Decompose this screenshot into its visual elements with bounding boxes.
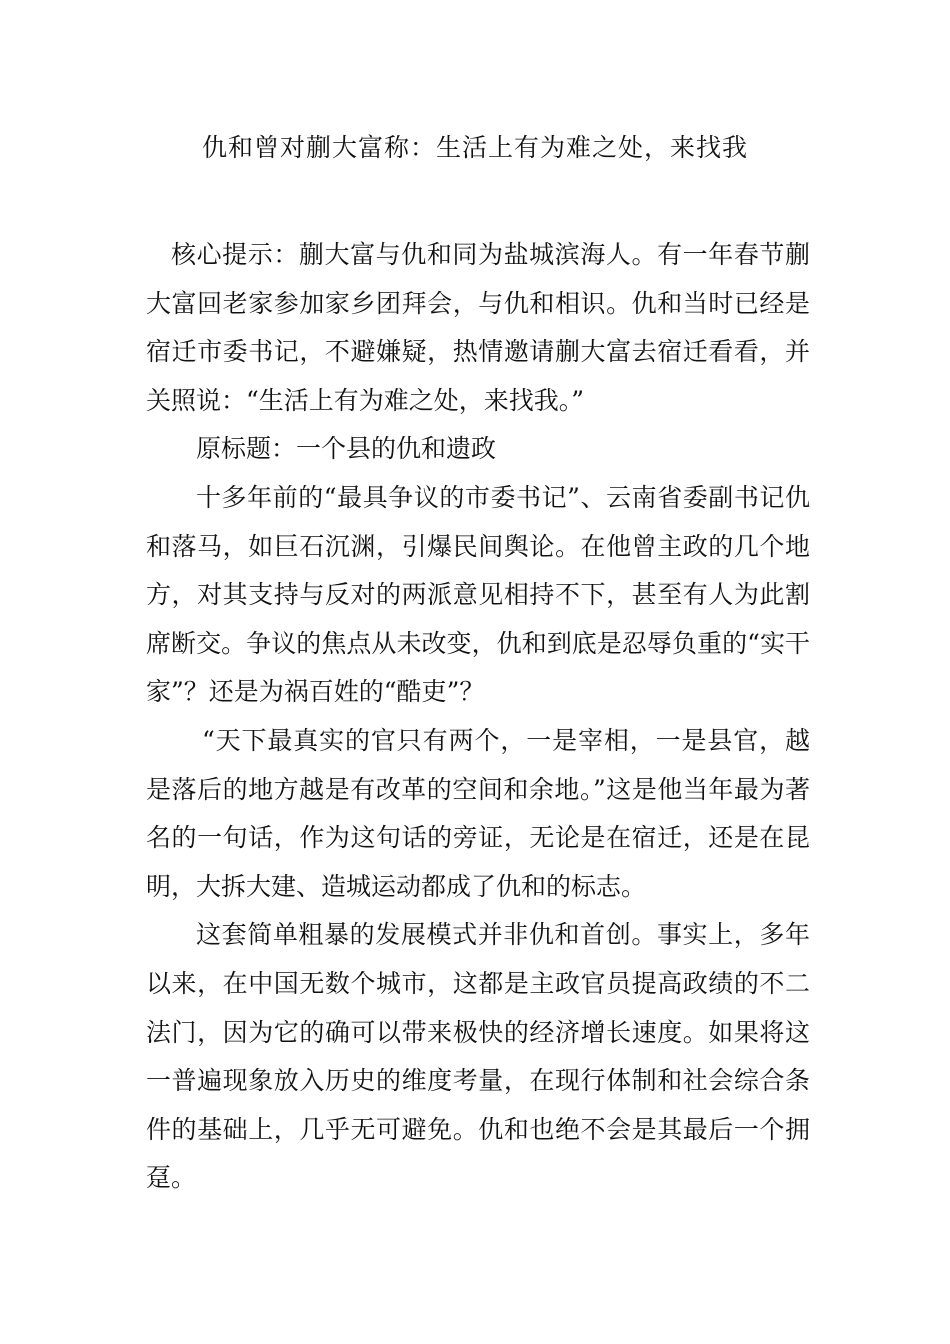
body-paragraph-1: 十多年前的“最具争议的市委书记”、云南省委副书记仇和落马，如巨石沉渊，引爆民间舆论。在他曾主政的几个地方，对其支持与反对的两派意见相持不下，甚至有人为此割席断交。争议的焦点从未改变，仇和到底是忍辱负重的“实干家”？还是为祸百姓的“酷吏”？ (146, 482, 810, 707)
summary-paragraph: 核心提示：蒯大富与仇和同为盐城滨海人。有一年春节蒯大富回老家参加家乡团拜会，与仇和相识。仇和当时已经是宿迁市委书记，不避嫌疑，热情邀请蒯大富去宿迁看看，并关照说：“生活上有为难之处，来找我。” (146, 240, 810, 415)
article-title: 仇和曾对蒯大富称：生活上有为难之处，来找我 (201, 133, 748, 162)
body-paragraph-2: “天下最真实的官只有两个，一是宰相，一是县官，越是落后的地方越是有改革的空间和余地。”这是他当年最为著名的一句话，作为这句话的旁证，无论是在宿迁，还是在昆明，大拆大建、造城运动都成了仇和的标志。 (146, 725, 810, 901)
body-paragraph-3: 这套简单粗暴的发展模式并非仇和首创。事实上，多年以来，在中国无数个城市，这都是主政官员提高政绩的不二法门，因为它的确可以带来极快的经济增长速度。如果将这一普遍现象放入历史的维度考量，在现行体制和社会综合条件的基础上，几乎无可避免。仇和也绝不会是其最后一个拥趸。 (146, 920, 810, 1193)
original-title-paragraph: 原标题：一个县的仇和遗政 (196, 434, 497, 464)
article-body (146, 231, 810, 1203)
